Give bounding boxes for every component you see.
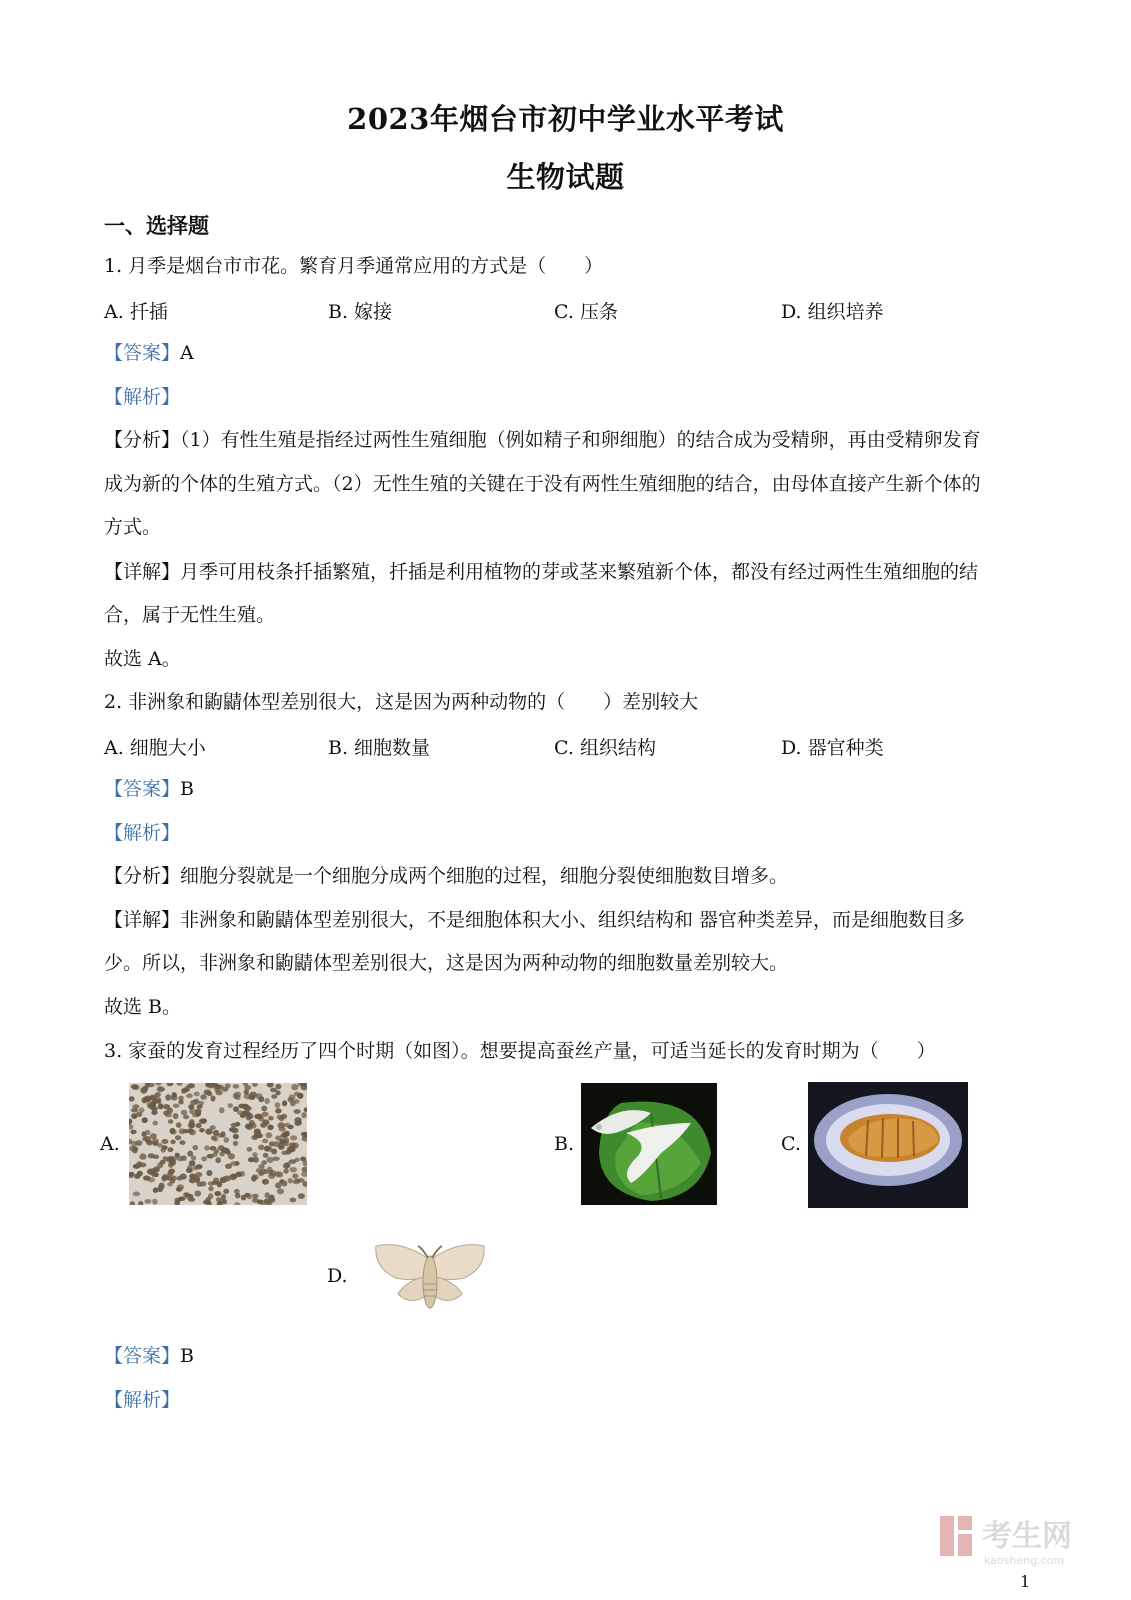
analysis-tag: 【分析】: [104, 429, 181, 451]
q2-stem: 2. 非洲象和鼩鼱体型差别很大，这是因为两种动物的（ ）差别较大: [104, 691, 699, 713]
q3-stem: 3. 家蚕的发育过程经历了四个时期（如图）。想要提高蚕丝产量，可适当延长的发育时期为（ ）: [104, 1040, 936, 1062]
q3-label-b: B.: [554, 1133, 575, 1155]
answer-value: B: [180, 778, 194, 800]
q1-conclusion: 故选 A。: [104, 648, 181, 670]
larva-illustration: [581, 1083, 717, 1205]
q1-option-b: B. 嫁接: [328, 301, 393, 323]
q3-label-a: A.: [100, 1133, 120, 1155]
pupa-illustration: [808, 1082, 968, 1208]
q2-detail-line: [104, 908, 1029, 932]
watermark-icon: [940, 1510, 1120, 1570]
exam-title: 2023年烟台市初中学业水平考试: [347, 102, 784, 136]
q2-option-d: D. 器官种类: [781, 737, 884, 759]
watermark-text: 考生网: [982, 1519, 1072, 1554]
analysis-text: 细胞分裂就是一个细胞分成两个细胞的过程，细胞分裂使细胞数目增多。: [180, 865, 789, 887]
section-heading: 一、选择题: [104, 213, 209, 238]
detail-tag: 【详解】: [104, 909, 181, 931]
silkworm-moth-image: [372, 1240, 488, 1314]
q1-option-d: D. 组织培养: [781, 301, 884, 323]
q1-detail-line: 合，属于无性生殖。: [104, 604, 276, 626]
q3-label-d: D.: [327, 1265, 348, 1287]
page-number: 1: [1020, 1572, 1031, 1591]
answer-tag: 【答案】: [104, 342, 181, 364]
q3-answer: [104, 1344, 1029, 1368]
q1-analysis-line: [104, 428, 1029, 452]
q2-option-c: C. 组织结构: [554, 737, 656, 759]
q2-jiexi-tag: 【解析】: [104, 822, 181, 844]
analysis-text: （1）有性生殖是指经过两性生殖细胞（例如精子和卵细胞）的结合成为受精卵，再由受精卵发育: [180, 429, 981, 451]
q1-analysis-line: 成为新的个体的生殖方式。（2）无性生殖的关键在于没有两性生殖细胞的结合，由母体直接产生新个体的: [104, 473, 981, 495]
q1-detail-line: [104, 560, 1029, 584]
q2-option-b: B. 细胞数量: [328, 737, 431, 759]
detail-tag: 【详解】: [104, 561, 181, 583]
analysis-tag: 【分析】: [104, 865, 181, 887]
silkworm-larva-image: [581, 1083, 717, 1205]
answer-tag: 【答案】: [104, 1345, 181, 1367]
q1-answer: [104, 341, 1029, 365]
answer-value: B: [180, 1345, 194, 1367]
silkworm-pupa-image: [808, 1082, 968, 1208]
q2-analysis-line: [104, 864, 1029, 888]
watermark-logo: [940, 1510, 1120, 1570]
q1-analysis-line: 方式。: [104, 516, 162, 538]
moth-illustration: [372, 1240, 488, 1314]
answer-tag: 【答案】: [104, 778, 181, 800]
q2-detail-line: 少。所以，非洲象和鼩鼱体型差别很大，这是因为两种动物的细胞数量差别较大。: [104, 952, 789, 974]
detail-text: 非洲象和鼩鼱体型差别很大，不是细胞体积大小、组织结构和 器官种类差异，而是细胞数目多: [180, 909, 966, 931]
detail-text: 月季可用枝条扦插繁殖，扦插是利用植物的芽或茎来繁殖新个体，都没有经过两性生殖细胞的结: [180, 561, 979, 583]
q3-jiexi-tag: 【解析】: [104, 1389, 181, 1411]
q3-label-c: C.: [781, 1133, 801, 1155]
exam-subtitle: 生物试题: [506, 160, 625, 194]
q1-jiexi-tag: 【解析】: [104, 386, 181, 408]
answer-value: A: [180, 342, 194, 364]
watermark-url: kaosheng.com: [984, 1554, 1065, 1567]
q1-option-c: C. 压条: [554, 301, 618, 323]
q1-stem: 1. 月季是烟台市市花。繁育月季通常应用的方式是（ ）: [104, 255, 604, 277]
q2-conclusion: 故选 B。: [104, 996, 182, 1018]
q2-option-a: A. 细胞大小: [104, 737, 206, 759]
eggs-illustration: [129, 1083, 307, 1205]
silkworm-eggs-image: [129, 1083, 307, 1205]
q2-answer: [104, 777, 1029, 801]
q1-option-a: A. 扦插: [104, 301, 168, 323]
